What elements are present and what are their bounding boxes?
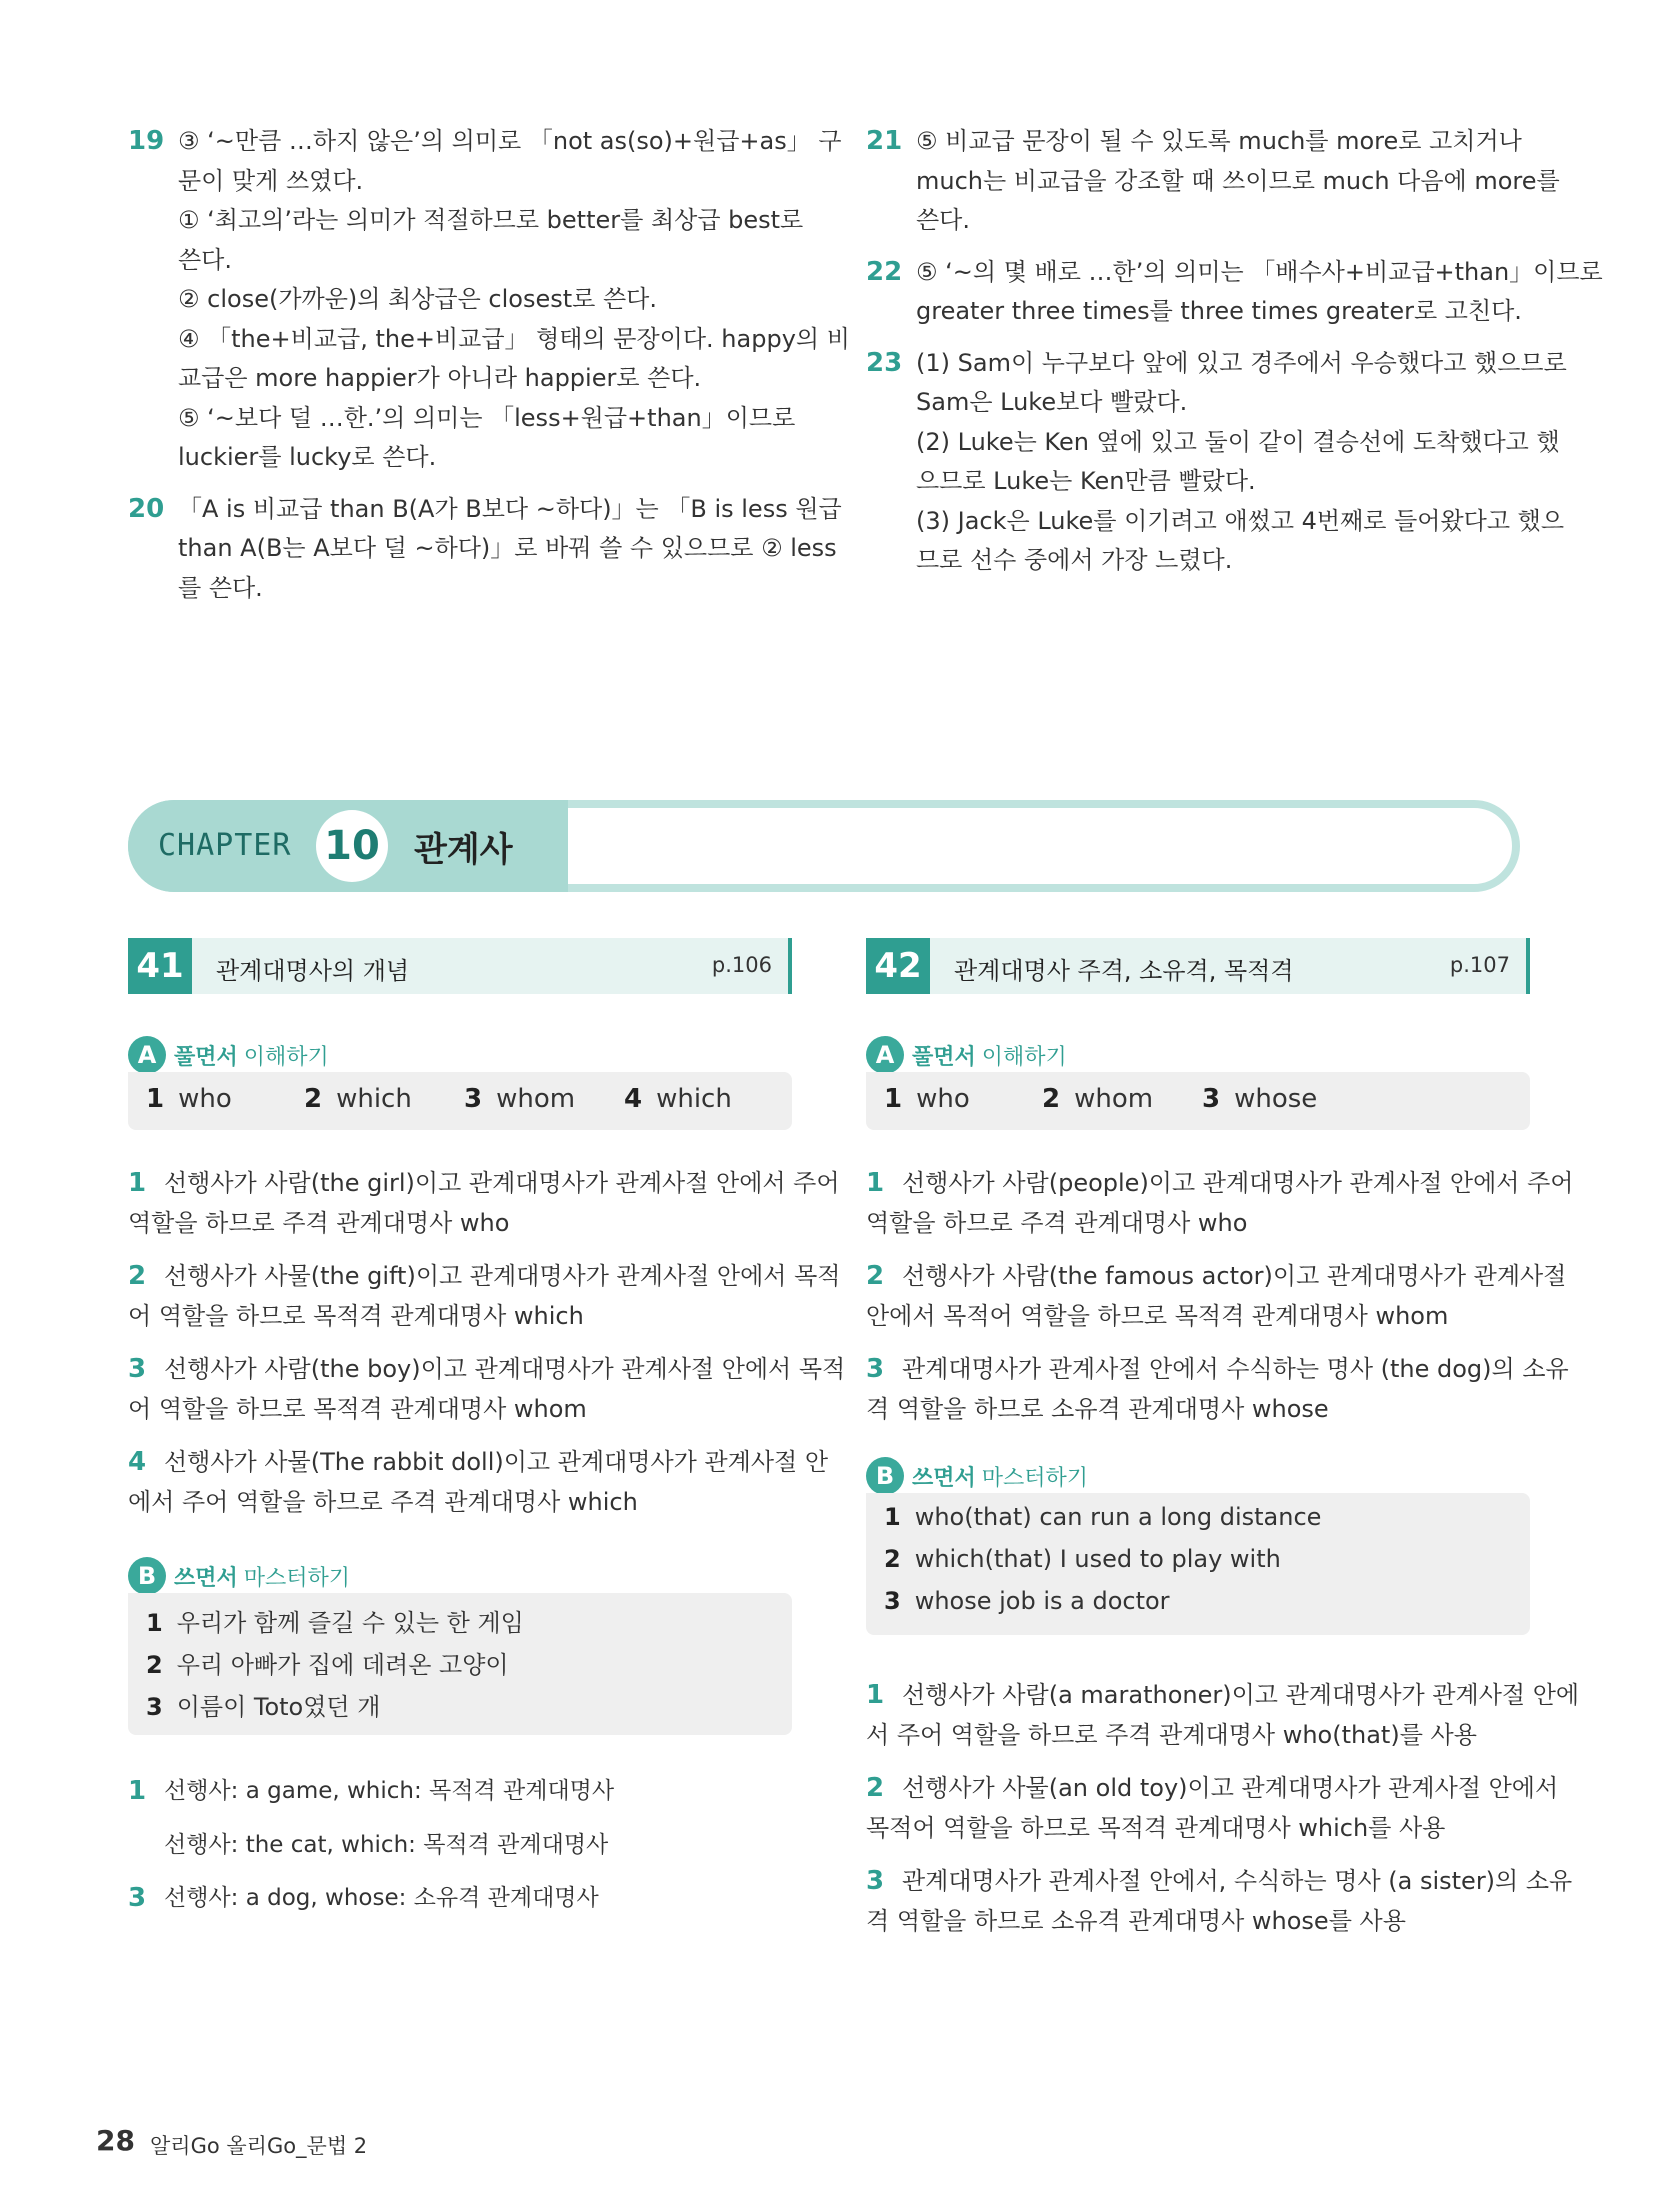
lesson-42-header xyxy=(866,938,1530,994)
answer-number: 3 xyxy=(1202,1084,1221,1114)
section-b-badge xyxy=(866,1457,1088,1495)
chapter-title: 관계사 xyxy=(414,830,513,870)
answer-item xyxy=(1202,1084,1317,1114)
text-line: than A(B는 A보다 덜 ~하다)」로 바꿔 쓸 수 있으므로 ② less xyxy=(178,534,837,562)
explanation-item xyxy=(866,1769,1559,1848)
text-line: 문이 맞게 쓰였다. xyxy=(178,166,364,195)
explanation-item xyxy=(866,1350,1569,1429)
answer-number: 2 xyxy=(146,1651,163,1679)
text-line: 역할을 하므로 주격 관계대명사 who xyxy=(128,1208,510,1237)
question-22 xyxy=(866,253,1603,332)
text-line: 에서 주어 역할을 하므로 주격 관계대명사 which xyxy=(128,1487,638,1516)
text-line: 쓴다. xyxy=(916,206,970,234)
lesson-page-ref: p.106 xyxy=(711,953,772,977)
answer-text: which(that) I used to play with xyxy=(914,1545,1281,1573)
text-line: 선행사가 사물(the gift)이고 관계대명사가 관계사절 안에서 목적 xyxy=(164,1262,841,1290)
text-line: 「A is 비교급 than B(A가 B보다 ~하다)」는 「B is less 원급 xyxy=(178,494,842,523)
answer-item xyxy=(884,1587,1170,1615)
answer-item xyxy=(146,1687,380,1722)
answer-item xyxy=(624,1084,732,1114)
answer-text: whose job is a doctor xyxy=(914,1587,1170,1615)
text-line: luckier를 lucky로 쓴다. xyxy=(178,443,437,471)
section-title: 마스터하기 xyxy=(243,1565,351,1591)
lesson-42-explanations-b xyxy=(866,1676,1580,1941)
item-number: 3 xyxy=(866,1354,885,1384)
text-line: 서 주어 역할을 하므로 주격 관계대명사 who(that)를 사용 xyxy=(866,1720,1477,1749)
answer-item xyxy=(146,1645,509,1680)
answer-box-b xyxy=(866,1493,1530,1635)
header-edge xyxy=(1526,938,1530,994)
text-line: 선행사가 사물(an old toy)이고 관계대명사가 관계사절 안에서 xyxy=(902,1774,1559,1802)
explanation-item xyxy=(128,1879,792,1919)
answer-item xyxy=(884,1545,1281,1573)
text-line: 교급은 more happier가 아니라 happier로 쓴다. xyxy=(178,364,702,392)
answer-number: 1 xyxy=(146,1084,165,1114)
question-21 xyxy=(866,122,1560,241)
text-line: 어 역할을 하므로 목적격 관계대명사 which xyxy=(128,1301,584,1330)
section-title-bold: 풀면서 xyxy=(174,1044,238,1070)
item-number: 2 xyxy=(866,1773,885,1803)
item-number: 3 xyxy=(128,1354,147,1384)
text-line: ⑤ ‘~의 몇 배로 …한’의 의미는 「배수사+비교급+than」이므로 xyxy=(916,257,1603,286)
text-line: 역할을 하므로 주격 관계대명사 who xyxy=(866,1208,1248,1237)
header-edge xyxy=(788,938,792,994)
answer-text: whom xyxy=(496,1084,576,1114)
lesson-41-explanations-a xyxy=(128,1164,846,1522)
text-line: 선행사가 사물(The rabbit doll)이고 관계대명사가 관계사절 안 xyxy=(164,1448,829,1476)
section-title: 마스터하기 xyxy=(981,1465,1089,1491)
section-title: 이해하기 xyxy=(243,1044,329,1070)
section-letter: A xyxy=(128,1036,166,1074)
text-line: 으므로 Luke는 Ken만큼 빨랐다. xyxy=(916,467,1256,495)
answer-item xyxy=(146,1603,524,1638)
lesson-41-explanations-b xyxy=(128,1772,792,1919)
lesson-42-explanations-a xyxy=(866,1164,1574,1429)
lesson-title: 관계대명사의 개념 xyxy=(216,957,410,985)
text-line: greater three times를 three times greater로 고친다. xyxy=(916,297,1522,325)
section-title: 이해하기 xyxy=(981,1044,1067,1070)
question-number: 22 xyxy=(866,256,903,287)
section-title-bold: 쓰면서 xyxy=(174,1565,238,1591)
lesson-title: 관계대명사 주격, 소유격, 목적격 xyxy=(954,957,1294,985)
text-line: 안에서 목적어 역할을 하므로 목적격 관계대명사 whom xyxy=(866,1301,1449,1330)
answer-text: whom xyxy=(1074,1084,1154,1114)
section-title-bold: 풀면서 xyxy=(912,1044,976,1070)
answer-item xyxy=(884,1084,970,1114)
answer-number: 4 xyxy=(624,1084,643,1114)
answer-number: 2 xyxy=(1042,1084,1061,1114)
answer-number: 3 xyxy=(146,1693,163,1721)
top-left-column xyxy=(128,122,850,608)
explanation-item xyxy=(128,1350,846,1429)
answer-text: which xyxy=(336,1084,412,1114)
answer-item xyxy=(304,1084,412,1114)
item-number: 2 xyxy=(866,1261,885,1291)
answer-box-a xyxy=(128,1072,792,1130)
text-line: 목적어 역할을 하므로 목적격 관계대명사 which를 사용 xyxy=(866,1813,1446,1842)
section-letter: A xyxy=(866,1036,904,1074)
answer-item xyxy=(1042,1084,1153,1114)
top-right-column xyxy=(866,122,1603,581)
answer-number: 3 xyxy=(464,1084,483,1114)
explanation-item xyxy=(128,1257,841,1336)
item-number: 3 xyxy=(866,1866,885,1896)
text-line: ① ‘최고의’라는 의미가 적절하므로 better를 최상급 best로 xyxy=(178,206,804,234)
text-line: much는 비교급을 강조할 때 쓰이므로 much 다음에 more를 xyxy=(916,166,1560,195)
explanation-item xyxy=(866,1676,1580,1755)
text-line: ④ 「the+비교급, the+비교급」 형태의 문장이다. happy의 비 xyxy=(178,324,850,353)
question-23 xyxy=(866,344,1567,581)
text-line: 므로 선수 중에서 가장 느렸다. xyxy=(916,546,1233,574)
question-number: 19 xyxy=(128,126,165,156)
text-line: 를 쓴다. xyxy=(178,573,263,602)
item-number: 3 xyxy=(128,1883,147,1913)
explanation-item xyxy=(866,1257,1567,1336)
answer-text: who xyxy=(916,1084,970,1114)
answer-text: 이름이 Toto였던 개 xyxy=(176,1693,381,1721)
answer-number: 3 xyxy=(884,1587,901,1615)
answer-number: 2 xyxy=(304,1084,323,1114)
text-line: (2) Luke는 Ken 옆에 있고 둘이 같이 결승선에 도착했다고 했 xyxy=(916,427,1560,456)
text-line: Sam은 Luke보다 빨랐다. xyxy=(916,388,1188,416)
answer-text: who(that) can run a long distance xyxy=(914,1503,1322,1531)
page-number: 28 xyxy=(96,2124,135,2157)
answer-text: 우리 아빠가 집에 데려온 고양이 xyxy=(176,1651,509,1679)
text-line: 선행사가 사람(a marathoner)이고 관계대명사가 관계사절 안에 xyxy=(902,1681,1580,1709)
text-line: ② close(가까운)의 최상급은 closest로 쓴다. xyxy=(178,285,657,313)
text-line: 관계대명사가 관계사절 안에서, 수식하는 명사 (a sister)의 소유 xyxy=(902,1867,1573,1895)
answer-item xyxy=(464,1084,575,1114)
explanation-item xyxy=(128,1826,792,1866)
question-number: 21 xyxy=(866,126,903,156)
answer-text: who xyxy=(178,1084,232,1114)
answer-item xyxy=(146,1084,232,1114)
answer-number: 1 xyxy=(146,1609,163,1637)
question-20 xyxy=(128,490,842,609)
lesson-number: 42 xyxy=(866,938,930,994)
question-number: 23 xyxy=(866,347,903,378)
text-line: (3) Jack은 Luke를 이기려고 애썼고 4번째로 들어왔다고 했으 xyxy=(916,506,1565,535)
chapter-label: CHAPTER xyxy=(158,828,292,863)
section-b-badge xyxy=(128,1557,350,1595)
answer-text: 우리가 함께 즐길 수 있는 한 게임 xyxy=(176,1609,524,1637)
section-letter: B xyxy=(128,1557,166,1595)
text-line: ⑤ ‘~보다 덜 …한.’의 의미는 「less+원급+than」이므로 xyxy=(178,403,796,432)
item-number: 1 xyxy=(128,1776,147,1806)
text-line: 격 역할을 하므로 소유격 관계대명사 whose xyxy=(866,1394,1329,1423)
answer-text: which xyxy=(656,1084,732,1114)
question-number: 20 xyxy=(128,493,165,524)
text-line: ⑤ 비교급 문장이 될 수 있도록 much를 more로 고치거나 xyxy=(916,127,1522,155)
explanation-item xyxy=(128,1772,792,1812)
lesson-number: 41 xyxy=(128,938,192,994)
text-line: 관계대명사가 관계사절 안에서 수식하는 명사 (the dog)의 소유 xyxy=(902,1355,1569,1383)
item-number: 1 xyxy=(866,1168,885,1198)
text-line: (1) Sam이 누구보다 앞에 있고 경주에서 우승했다고 했으므로 xyxy=(916,348,1567,377)
explanation-item xyxy=(866,1164,1574,1243)
answer-number: 2 xyxy=(884,1545,901,1573)
answer-box-b xyxy=(128,1593,792,1735)
text-line: 선행사: the cat, which: 목적격 관계대명사 xyxy=(164,1831,609,1858)
explanation-item xyxy=(128,1164,840,1243)
answer-box-a xyxy=(866,1072,1530,1130)
text-line: 선행사가 사람(the boy)이고 관계대명사가 관계사절 안에서 목적 xyxy=(164,1355,846,1383)
chapter-number: 10 xyxy=(316,810,388,882)
item-number: 4 xyxy=(128,1447,147,1477)
text-line: 선행사가 사람(the girl)이고 관계대명사가 관계사절 안에서 주어 xyxy=(164,1169,840,1197)
section-letter: B xyxy=(866,1457,904,1495)
explanation-item xyxy=(866,1862,1573,1941)
explanation-item xyxy=(128,1443,829,1522)
section-a-badge xyxy=(866,1036,1067,1074)
answer-number: 1 xyxy=(884,1084,903,1114)
answer-text: whose xyxy=(1234,1084,1318,1114)
text-line: 쓴다. xyxy=(178,245,232,274)
book-title: 알리Go 올리Go_문법 2 xyxy=(150,2134,368,2158)
text-line: ③ ‘~만큼 …하지 않은’의 의미로 「not as(so)+원급+as」 구 xyxy=(178,127,842,155)
text-line: 선행사가 사람(people)이고 관계대명사가 관계사절 안에서 주어 xyxy=(902,1169,1574,1197)
section-title-bold: 쓰면서 xyxy=(912,1465,976,1491)
item-number: 1 xyxy=(866,1680,885,1710)
answer-number: 1 xyxy=(884,1503,901,1531)
text-line: 선행사: a dog, whose: 소유격 관계대명사 xyxy=(164,1885,599,1911)
item-number: 2 xyxy=(128,1261,147,1291)
text-line: 격 역할을 하므로 소유격 관계대명사 whose를 사용 xyxy=(866,1906,1406,1935)
lesson-page-ref: p.107 xyxy=(1449,953,1510,977)
answer-item xyxy=(884,1503,1321,1531)
text-line: 선행사가 사람(the famous actor)이고 관계대명사가 관계사절 xyxy=(902,1262,1567,1290)
section-a-badge xyxy=(128,1036,329,1074)
item-number: 1 xyxy=(128,1168,147,1198)
text-line: 선행사: a game, which: 목적격 관계대명사 xyxy=(164,1778,615,1804)
lesson-41-header xyxy=(128,938,792,994)
question-19 xyxy=(128,122,850,478)
text-line: 어 역할을 하므로 목적격 관계대명사 whom xyxy=(128,1394,587,1423)
